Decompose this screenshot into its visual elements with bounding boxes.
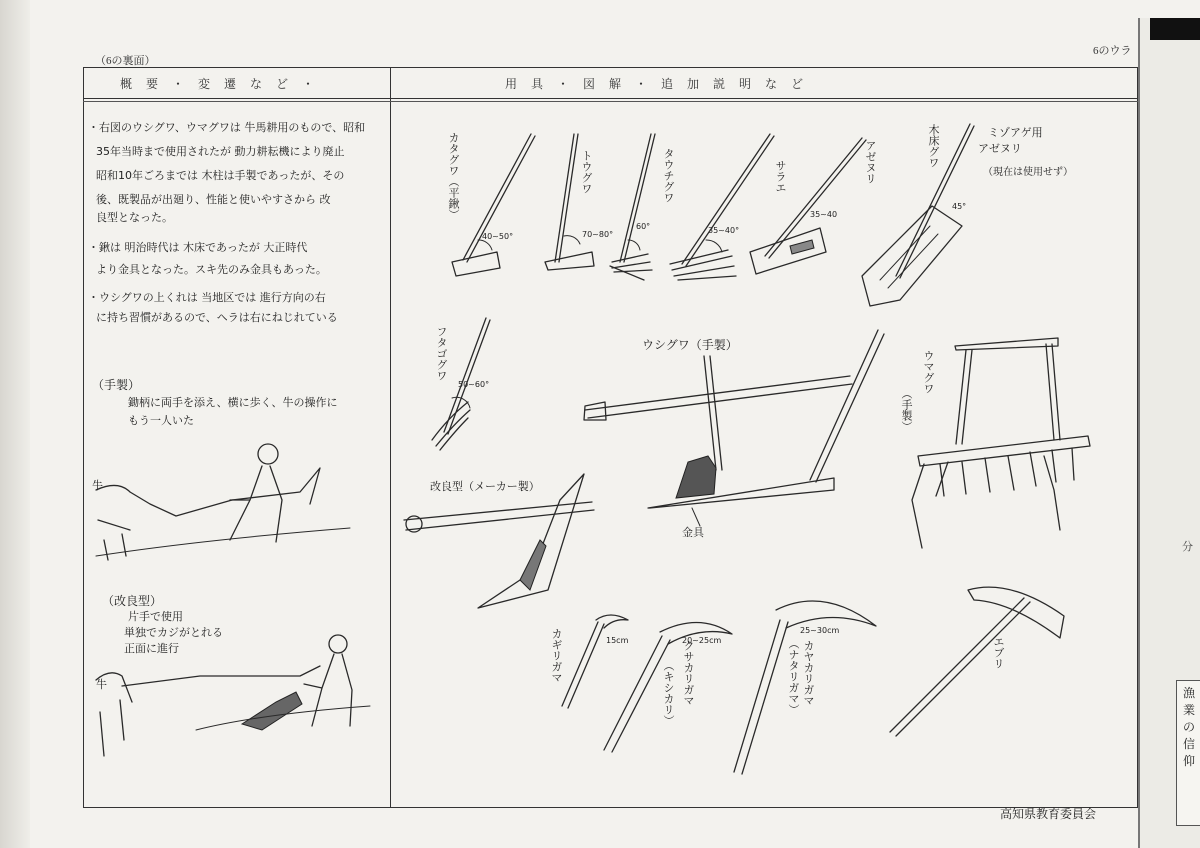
sketch-bottom-animal: 牛 [96,678,107,691]
label-ushigwa-part: 金具 [682,526,704,539]
label-kagirigama: カギリガマ [550,628,563,683]
note-line-8: ・ウシグワの上くれは 当地区では 進行方向の右 [88,291,326,304]
note-line-5: 良型となった。 [96,211,173,224]
eburi-drawing [890,587,1064,736]
kagirigama-drawing [562,615,628,708]
azenuri-drawing [750,138,866,274]
label-eburi: エブリ [992,636,1005,669]
note-line-4: 後、既製品が出廻り、性能と使いやすさから 改 [96,193,331,206]
katagwa-drawing [452,134,535,276]
label-kusakarigama-sub: （キシカリ） [662,660,675,726]
angle-futagogwa: 50~60° [458,380,490,389]
right-column-title: 用具・図解・追加説明など [505,77,818,91]
label-mizoage: ミゾアゲ用 [988,126,1043,139]
left-column-title: 概要・変遷など・ [120,77,329,91]
note-line-3: 昭和10年ごろまでは 木柱は手製であったが、その [96,169,345,182]
header-right-note: 6のウラ [1093,45,1132,57]
umagwa-drawing [912,338,1090,548]
label-tauchigwa: タウチグワ [662,148,675,203]
ushigwa-drawing [584,330,884,526]
sketch-top-animal: 牛 [92,479,103,492]
angle-sarae: 35~40° [708,226,740,235]
sketch-top-caption: （手製） [92,378,141,392]
sketch-bottom-line3: 正面に進行 [124,642,179,655]
sketch-bottom-caption: （改良型） [102,594,163,608]
angle-kidokogwa: 45° [952,202,967,211]
adjacent-page-strip: 漁 業 の 信 仰 [1176,680,1200,826]
adjacent-page-mark: 分 [1182,540,1193,553]
label-kayakarigama-sub: （ナタリガマ） [787,638,800,715]
label-mizoage-2: アゼヌリ [978,142,1022,155]
kayakarigama-drawing [734,601,876,774]
label-azenuri: アゼヌリ [864,140,877,184]
label-kairyo: 改良型（メーカー製） [430,480,540,493]
label-katagwa: カタグワ（平鍬） [447,132,460,220]
note-line-7: より金具となった。スキ先のみ金具もあった。 [96,263,327,276]
tougwa-drawing [545,134,594,270]
label-mizoage-note: （現在は使用せず） [983,167,1073,178]
label-kusakarigama: クサカリガマ [682,640,695,706]
sketch-bottom-line1: 片手で使用 [128,610,183,623]
label-kidokogwa: 木床グワ [927,124,940,168]
sarae-drawing [670,134,774,280]
label-ushigwa: ウシグワ（手製） [642,338,738,352]
label-tougwa: トウグワ [580,150,593,194]
angle-tauchigwa: 60° [636,222,651,231]
label-sarae: サラエ [774,160,787,193]
sketch-top-line2: もう一人いた [128,414,194,427]
sketch-top-line1: 鋤柄に両手を添え、横に歩く、牛の操作に [128,396,338,409]
futagogwa-drawing [432,318,490,450]
angle-katagwa: 40~50° [482,232,514,241]
label-umagwa-sub: （手製） [900,388,913,432]
size-kagirigama: 15cm [606,636,629,645]
kusakarigama-drawing [604,622,732,752]
kairyo-drawing [404,474,594,608]
angle-azenuri: 35~40 [810,210,838,219]
note-line-2: 35年当時まで使用されたが 動力耕耘機により廃止 [96,145,345,158]
label-futagogwa: フタゴグワ [435,326,448,381]
size-kayakarigama: 25~30cm [800,626,840,635]
sketch-bottom-line2: 単独でカジがとれる [124,626,223,639]
tauchigwa-drawing [610,134,655,280]
footer-publisher: 高知県教育委員会 [1000,807,1097,821]
note-line-6: ・鍬は 明治時代は 木床であったが 大正時代 [88,241,308,254]
angle-tougwa: 70~80° [582,230,614,239]
label-kayakarigama: カヤカリガマ [802,640,815,706]
label-umagwa: ウマグワ [922,350,935,394]
note-line-9: に持ち習慣があるので、ヘラは右にねじれている [96,311,338,324]
note-line-1: ・右図のウシグワ、ウマグワは 牛馬耕用のもので、昭和 [88,121,366,134]
sketch-bottom-drawing [96,635,370,756]
kidokogwa-drawing [862,124,974,306]
sketch-top-drawing [96,444,350,560]
size-kusakarigama: 20~25cm [682,636,722,645]
header-left-note: （6の裏面） [95,55,156,67]
